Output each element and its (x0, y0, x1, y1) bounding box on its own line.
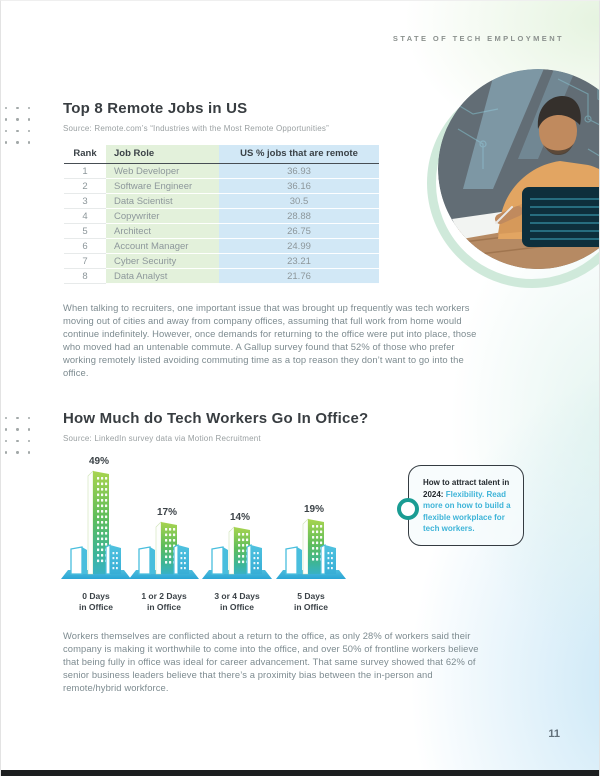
section-title-office: How Much do Tech Workers Go In Office? (63, 410, 369, 427)
building-pictogram (61, 453, 131, 583)
dot-grid-decoration (5, 417, 39, 454)
section-source-remote-jobs: Source: Remote.com’s “Industries with the Most Remote Opportunities” (63, 124, 329, 133)
bar-category-label: 3 or 4 Days in Office (214, 591, 260, 612)
bottom-bar (1, 770, 599, 776)
bar-category-label: 0 Days in Office (78, 591, 113, 612)
chart-bar-group (276, 453, 346, 612)
rank-cell: 6 (64, 239, 106, 254)
dot (5, 428, 7, 430)
role-cell: Architect (106, 224, 219, 239)
pct-cell: 26.75 (219, 224, 379, 239)
bar-value-label: 14% (229, 512, 251, 523)
table-row (64, 179, 379, 194)
dot (28, 440, 30, 442)
remote-jobs-table (64, 145, 379, 284)
rank-cell: 5 (64, 224, 106, 239)
chart-bar-group (61, 453, 131, 612)
dot (5, 417, 7, 419)
table-row (64, 239, 379, 254)
dot (5, 118, 7, 120)
role-cell: Data Analyst (106, 269, 219, 284)
dot (28, 428, 30, 430)
pct-cell: 21.76 (219, 269, 379, 284)
bar-value-label: 17% (156, 507, 178, 518)
role-cell: Copywriter (106, 209, 219, 224)
dot (28, 107, 30, 109)
callout-lead: How to attract talent in 2024: (423, 478, 510, 499)
dot (16, 417, 18, 419)
page-number: 11 (548, 728, 560, 740)
table-row (64, 254, 379, 269)
dot (16, 141, 18, 143)
paragraph-return-to-office: Workers themselves are conflicted about a return to the office, as only 28% of workers said their company is making it worthwhile to come into the office, and over 50% of frontline workers believe that being fully in office was ideal for career advancement. That same survey showed that 62% of senior business leaders believe that there’s a proximity bias between the in-person and remote/hybrid workforce. (63, 630, 479, 693)
dot (5, 130, 7, 132)
pct-cell: 24.99 (219, 239, 379, 254)
dot (5, 141, 7, 143)
building-pictogram (202, 453, 272, 583)
bar-value-label: 49% (88, 456, 110, 467)
pct-cell: 23.21 (219, 254, 379, 269)
table-header-cell: Job Role (106, 145, 219, 164)
paragraph-recruiters: When talking to recruiters, one important issue that was brought up frequently was tech workers moving out of cities and away from company offices, assuming that full work from home would continue indefinitely. However, once demands for returning to the office were put into place, those who moved had an untenable commute. A Gallup survey found that 52% of those who prefer working remotely listed avoiding commuting time as a top reason they don’t want to go into the office. (63, 302, 477, 378)
bar-value-label: 19% (303, 504, 325, 515)
bar-category-label: 5 Days in Office (293, 591, 328, 612)
chart-bar-group (202, 453, 272, 612)
role-cell: Account Manager (106, 239, 219, 254)
dot (16, 107, 18, 109)
section-source-office: Source: LinkedIn survey data via Motion Recruitment (63, 434, 261, 443)
rank-cell: 3 (64, 194, 106, 209)
section-title-remote-jobs: Top 8 Remote Jobs in US (63, 100, 248, 117)
table-header-cell: Rank (64, 145, 106, 164)
rank-cell: 7 (64, 254, 106, 269)
table-row (64, 194, 379, 209)
role-cell: Software Engineer (106, 179, 219, 194)
building-pictogram (276, 453, 346, 583)
building-pictogram (129, 453, 199, 583)
dot (28, 118, 30, 120)
dot-grid-decoration (5, 107, 39, 144)
office-days-chart (61, 453, 361, 613)
callout-box (408, 465, 524, 546)
table-header-cell: US % jobs that are remote (219, 145, 379, 164)
table-row (64, 269, 379, 284)
role-cell: Data Scientist (106, 194, 219, 209)
pct-cell: 30.5 (219, 194, 379, 209)
dot (5, 440, 7, 442)
chart-bar-group (129, 453, 199, 612)
dot (28, 141, 30, 143)
dot (16, 451, 18, 453)
rank-cell: 2 (64, 179, 106, 194)
role-cell: Web Developer (106, 164, 219, 179)
pct-cell: 28.88 (219, 209, 379, 224)
dot (28, 451, 30, 453)
rank-cell: 1 (64, 164, 106, 179)
dot (5, 107, 7, 109)
callout-ring-icon (397, 498, 419, 520)
dot (16, 428, 18, 430)
role-cell: Cyber Security (106, 254, 219, 269)
table-header-row (64, 145, 379, 164)
bar-category-label: 1 or 2 Days in Office (141, 591, 187, 612)
dot (16, 440, 18, 442)
table-row (64, 224, 379, 239)
callout-link[interactable]: Flexibility. Read more on how to build a flexible workplace for tech workers. (423, 489, 511, 533)
pct-cell: 36.93 (219, 164, 379, 179)
dot (16, 118, 18, 120)
table-row (64, 164, 379, 179)
rank-cell: 4 (64, 209, 106, 224)
dot (28, 417, 30, 419)
pct-cell: 36.16 (219, 179, 379, 194)
report-header-title: STATE OF TECH EMPLOYMENT (392, 34, 564, 43)
dot (28, 130, 30, 132)
rank-cell: 8 (64, 269, 106, 284)
dot (5, 451, 7, 453)
dot (16, 130, 18, 132)
table-row (64, 209, 379, 224)
